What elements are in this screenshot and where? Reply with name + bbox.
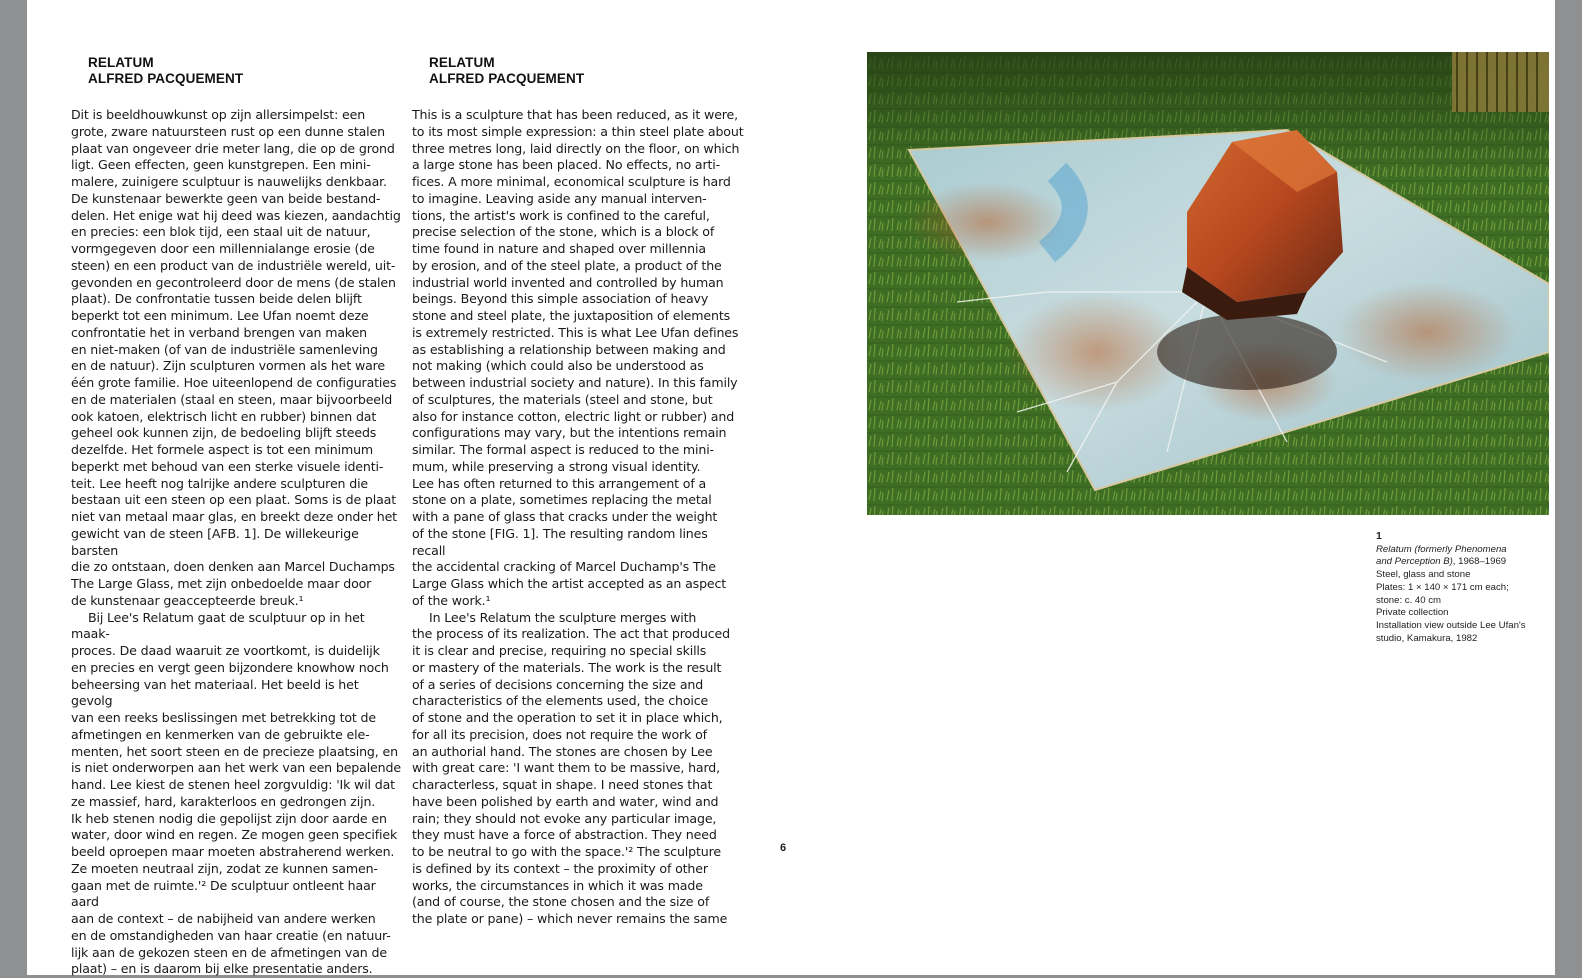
- figure-number: 1: [1376, 530, 1546, 543]
- heading-author: ALFRED PACQUEMENT: [429, 71, 744, 87]
- paragraph-2: In Lee's Relatum the sculpture merges with the process of its realization. The act that produced it is clear and precise, requiring no special skills or mastery of the materials. The work is the result of a series of decisions concerning the size and characteristics of the elements used, the choice of stone and the operation to set it in place which, for all its precision, does not require the work of an authorial hand. The stones are chosen by Lee with great care: 'I want them to be massive, hard, characterless, squat in shape. I need stones that have been polished by earth and water, wind and rain; they should not evoke any particular image, they must have a force of abstraction. They need to be neutral to go with the space.'² The sculpture is defined by its context – the proximity of other works, the circumstances in which it was made (and of course, the stone chosen and the size of the plate or pane) – which never remains the same: [412, 610, 744, 928]
- heading-title: RELATUM: [88, 55, 403, 71]
- column-heading: [429, 55, 744, 87]
- caption-installation-line1: Installation view outside Lee Ufan's: [1376, 620, 1546, 633]
- book-spread: [27, 0, 1555, 975]
- caption-title-block: [1376, 544, 1546, 569]
- paragraph-2: Bij Lee's Relatum gaat de sculptuur op in het maak- proces. De daad waaruit ze voortkomt, is duidelijk en precies en vergt geen bijzondere knowhow noch beheersing van het materiaal. Het beeld is het gevolg van een reeks beslissingen met betrekking tot de afmetingen en kenmerken van de gebruikte ele- menten, het soort steen en de precieze plaatsing, en is niet onderworpen aan het werk van een bepalende hand. Lee kiest de stenen heel zorgvuldig: 'Ik wil dat ze massief, hard, karakterloos en gedrongen zijn. Ik heb stenen nodig die gepolijst zijn door aarde en water, door wind en regen. Ze mogen geen specifiek beeld oproepen maar moeten abstraherend werken. Ze moeten neutraal zijn, zodat ze kunnen samen- gaan met de ruimte.'² De sculptuur ontleent haar aard aan de context – de nabijheid van andere werken en de omstandigheden van haar creatie (en natuur- lijk aan de gekozen steen en de afmetingen van de plaat) – en is daarom bij elke presentatie anders.: [71, 610, 403, 978]
- body-text: [71, 107, 403, 978]
- caption-material: Steel, glass and stone: [1376, 569, 1546, 582]
- caption-collection: Private collection: [1376, 607, 1546, 620]
- paragraph-1: This is a sculpture that has been reduced, as it were, to its most simple expression: a thin steel plate about three metres long, laid directly on the floor, on which a large stone has been placed. No effects, no arti- fices. A more minimal, economical sculpture is hard to imagine. Leaving aside any manual interven- tions, the artist's work is confined to the careful, precise selection of the stone, which is a block of time found in nature and shaped over millennia by erosion, and of the steel plate, a product of the industrial world invented and controlled by human beings. Beyond this simple association of heavy stone and steel plate, the juxtaposition of elements is extremely restricted. This is what Lee Ufan defines as establishing a relationship between making and not making (which could also be understood as between industrial society and nature). In this family of sculptures, the materials (steel and stone, but also for instance cotton, electric light or rubber) and configurations may vary, but the intentions remain similar. The formal aspect is reduced to the mini- mum, while preserving a strong visual identity. Lee has often returned to this arrangement of a stone on a plate, sometimes replacing the metal with a pane of glass that cracks under the weight of the stone [FIG. 1]. The resulting random lines recall the accidental cracking of Marcel Duchamp's The Large Glass which the artist accepted as an aspect of the work.¹: [412, 107, 744, 610]
- dutch-text-column: [71, 55, 403, 978]
- page-number: 6: [780, 842, 786, 854]
- caption-title-line2: and Perception B): [1376, 556, 1453, 567]
- heading-title: RELATUM: [429, 55, 744, 71]
- caption-title-line1: Relatum (formerly Phenomena: [1376, 544, 1507, 555]
- caption-date: , 1968–1969: [1453, 556, 1506, 567]
- caption-installation-line2: studio, Kamakura, 1982: [1376, 633, 1546, 646]
- english-text-column: [412, 55, 744, 928]
- caption-dimensions-line1: Plates: 1 × 140 × 171 cm each;: [1376, 582, 1546, 595]
- body-text: [412, 107, 744, 928]
- heading-author: ALFRED PACQUEMENT: [88, 71, 403, 87]
- photo-illustration: [867, 52, 1549, 515]
- figure-caption: [1376, 530, 1546, 645]
- relatum-photograph: [867, 52, 1549, 515]
- column-heading: [88, 55, 403, 87]
- paragraph-1: Dit is beeldhouwkunst op zijn allersimpelst: een grote, zware natuursteen rust op een dunne stalen plaat van ongeveer drie meter lang, die op de grond ligt. Geen effecten, geen kunstgrepen. Een mini- malere, zuinigere sculptuur is nauwelijks denkbaar. De kunstenaar bewerkte geen van beide bestand- delen. Het enige wat hij deed was kiezen, aandachtig en precies: een blok tijd, een staal uit de natuur, vormgegeven door een millennialange erosie (de steen) en een product van de industriële wereld, uit- gevonden en gecontroleerd door de mens (de stalen plaat). De confrontatie tussen beide delen blijft beperkt tot een minimum. Lee Ufan noemt deze confrontatie het in verband brengen van maken en niet-maken (of van de industriële samenleving en de natuur). Zijn sculpturen vormen als het ware één grote familie. Hoe uiteenlopend de configuraties en de materialen (staal en steen, maar bijvoorbeeld ook katoen, elektrisch licht en rubber) binnen dat geheel ook kunnen zijn, de bedoeling blijft steeds dezelfde. Het formele aspect is tot een minimum beperkt met behoud van een sterke visuele identi- teit. Lee heeft nog talrijke andere sculpturen die bestaan uit een steen op een plaat. Soms is de plaat niet van metaal maar glas, en breekt deze onder het gewicht van de steen [AFB. 1]. De willekeurige barsten die zo ontstaan, doen denken aan Marcel Duchamps The Large Glass, met zijn onbedoelde maar door de kunstenaar geaccepteerde breuk.¹: [71, 107, 403, 610]
- caption-dimensions-line2: stone: c. 40 cm: [1376, 595, 1546, 608]
